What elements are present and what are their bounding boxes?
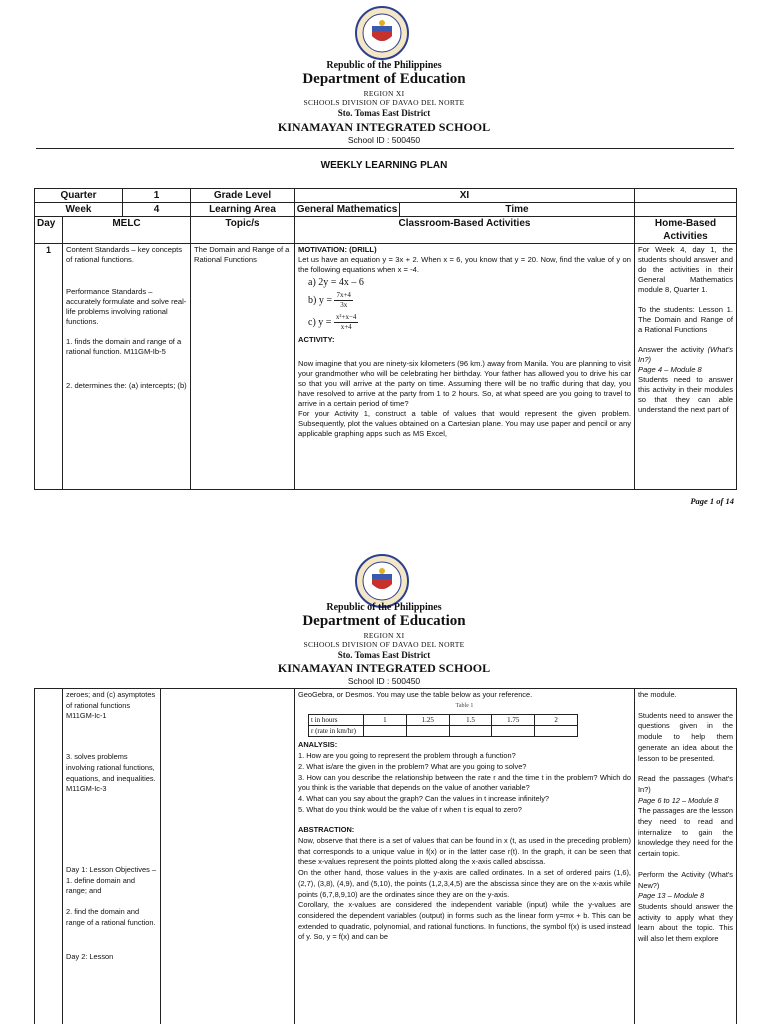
week-value-cell: 4 xyxy=(123,203,191,217)
home-item-5: Perform the Activity (What's New?) xyxy=(638,869,733,890)
document-page-2 xyxy=(0,548,768,1024)
col-melc: MELC xyxy=(63,217,191,244)
header-department-2: Department of Education xyxy=(302,613,466,629)
header-school-id: School ID : 500450 xyxy=(347,135,421,145)
melc-content-standards: Content Standards – key concepts of rational functions. xyxy=(66,245,183,264)
motivation-text: Let us have an equation y = 3x + 2. When x = 6, you know that y = 20. Now, find the value of y on the following equations when x = -4. xyxy=(298,255,631,274)
header-division: SCHOOLS DIVISION OF DAVAO DEL NORTE xyxy=(303,98,465,107)
analysis-q3: 3. How can you describe the relationship between the rate r and the time t in the problem? Which do you think is the variable that depends on the value of another variable? xyxy=(298,772,631,793)
header-school-id-2: School ID : 500450 xyxy=(347,676,421,686)
activity-paragraph-2: For your Activity 1, construct a table of values that would represent the given problem. Subsequently, plot the values obtained on a Cartesian plane. You may use paper and pencil or any applicable graphing apps such as MS Excel, xyxy=(298,409,631,438)
home-module-page: Page 4 – Module 8 xyxy=(638,365,702,374)
abstraction-paragraph-2: On the other hand, those values in the y-axis are called ordinates. In a set of ordered pairs (1,6), (2,7), (3,8), (4,9), and (5,10), the points (1,2,3,4,5) are the abscissa since they are on the x-axis while points (6,7,8,9,10) are the ordinates since they are on the y-axis. xyxy=(298,868,631,899)
grade-label-cell: Grade Level xyxy=(191,189,295,203)
deped-seal-icon-2 xyxy=(355,554,409,608)
analysis-heading: ANALYSIS: xyxy=(298,740,338,750)
home-item-0: the module. xyxy=(638,690,677,699)
motivation-heading: MOTIVATION: (DRILL) xyxy=(298,245,377,254)
home-item-2: Read the passages (What's In?) xyxy=(638,774,733,794)
analysis-q2: 2. What is/are the given in the problem? What are you going to solve? xyxy=(298,761,527,771)
page-number-1: Page 1 of 14 xyxy=(690,496,734,506)
document-title: WEEKLY LEARNING PLAN xyxy=(320,160,448,171)
topic-cell: The Domain and Range of a Rational Functions xyxy=(191,244,295,490)
analysis-q5: 5. What do you think would be the value of r when t is equal to zero? xyxy=(298,804,522,814)
home-item-4: The passages are the lesson they need to read and internalize to gain the knowledge they need for the certain topic. xyxy=(638,806,733,859)
header-divider xyxy=(36,148,734,149)
section-value-cell xyxy=(635,189,737,203)
learning-plan-grid-continued xyxy=(34,688,737,1024)
melc-competency-2: 2. determines the: (a) intercepts; (b) xyxy=(66,381,187,390)
equation-a: a) 2y = 4x – 6 xyxy=(308,277,364,288)
activity-paragraph-1: Now imagine that you are ninety-six kilometers (96 km.) away from Manila. You are planning to visit your grandmother who will be celebrating her birthday. Your father has allowed you to drive his car so that you will arrive at the party on time. Assuming there will be no traffic during that day, you have resolved to arrive at the party from 1 to 2 hours. So, at what speed are you going to travel to arrive in a certain period of time? xyxy=(298,359,632,408)
home-paragraph-3: Answer the activity (What's In?) xyxy=(638,345,733,364)
header-region: REGION XI xyxy=(363,89,405,98)
home-paragraph-5: Students need to answer this activity in their modules so that they can able understand the next part of xyxy=(638,375,733,414)
area-value-cell xyxy=(295,203,635,217)
grade-value-cell: XI xyxy=(295,189,635,203)
melc-competency-3: 3. solves problems involving rational functions, equations, and inequalities. M11GM-Ic-3 xyxy=(66,752,156,794)
home-cell xyxy=(635,244,737,490)
abstraction-heading: ABSTRACTION: xyxy=(298,825,355,835)
quarter-value-cell: 1 xyxy=(123,189,191,203)
continued-text: GeoGebra, or Desmos. You may use the table below as your reference. xyxy=(298,690,533,699)
week-label-cell: Week xyxy=(35,203,123,217)
table-caption: Table 1 xyxy=(455,702,474,709)
header-department: Department of Education xyxy=(302,71,466,87)
activity-heading: ACTIVITY: xyxy=(298,335,335,344)
melc-cell xyxy=(63,244,191,490)
home-item-7: Students should answer the activity to apply what they learn about the topic. This will also let them explore xyxy=(638,901,733,944)
home-paragraph-1: For Week 4, day 1, the students should answer and do the activities in their General Mathematics module 8, Quarter 1. xyxy=(638,245,733,294)
time-value-cell xyxy=(635,203,737,217)
home-item-1: Students need to answer the questions given in the module to help them generate an idea about the lesson to be presented. xyxy=(638,710,733,763)
equation-b: b) y = $\frac{7x+4}{3x}$ xyxy=(308,291,351,309)
home-paragraph-2: To the students: Lesson 1. The Domain and Range of a Rational Functions xyxy=(638,305,733,334)
topic-cell-continued xyxy=(161,689,295,1024)
analysis-q1: 1. How are you going to represent the problem through a function? xyxy=(298,751,516,761)
deped-seal-icon xyxy=(355,6,409,60)
abstraction-paragraph-1: Now, observe that there is a set of values that can be found in x (t, as used in the preceding problem) that corresponds to a unique value in f(x) or in the latter case r(t). In the graph, it can be seen that these x-values represent the points plotted along the x-axis called abscissa. xyxy=(298,836,631,867)
area-label-cell: Learning Area xyxy=(191,203,295,217)
day-cell-continued xyxy=(35,689,63,1024)
melc-competency-1: 1. finds the domain and range of a rational function. M11GM-Ib-5 xyxy=(66,337,182,356)
melc-day1-objectives: Day 1: Lesson Objectives – 1. define domain and range; and xyxy=(66,864,156,896)
col-classroom: Classroom-Based Activities xyxy=(295,217,635,244)
quarter-label-cell: Quarter xyxy=(35,189,123,203)
melc-day2: Day 2: Lesson xyxy=(66,952,114,962)
classroom-cell xyxy=(295,244,635,490)
rate-table-row-time: t in hours 1 1.25 1.5 1.75 2 xyxy=(309,715,578,726)
home-item-6: Page 13 – Module 8 xyxy=(638,891,705,901)
abstraction-paragraph-3: Corollary, the x-values are considered the independent variable (input) while the y-values are considered the dependent variables (output) in forms such as the linear form y=mx + b. This can be extended to quadratic, polynomial, and rational functions. In functions, the symbol f(x) is used instead of y. So, y = f(x) and can be xyxy=(298,900,631,942)
melc-cell-continued xyxy=(63,689,161,1024)
classroom-cell-continued xyxy=(295,689,635,1024)
home-item-3: Page 6 to 12 – Module 8 xyxy=(638,795,719,805)
day-number: 1 xyxy=(35,244,63,490)
col-day: Day xyxy=(35,217,63,244)
col-home: Home-Based Activities xyxy=(635,217,737,244)
header-school: KINAMAYAN INTEGRATED SCHOOL xyxy=(277,120,491,134)
header-republic-2: Republic of the Philippines xyxy=(326,602,442,613)
melc-competency-2-cont: zeroes; and (c) asymptotes of rational functions M11GM-Ic-1 xyxy=(66,690,156,721)
col-topic: Topic/s xyxy=(191,217,295,244)
melc-day1-objective-2: 2. find the domain and range of a rational function. xyxy=(66,907,156,927)
learning-plan-grid xyxy=(34,188,737,490)
header-republic: Republic of the Philippines xyxy=(326,60,442,71)
header-district-2: Sto. Tomas East District xyxy=(337,650,431,660)
melc-performance-standards: Performance Standards – accurately formulate and solve real-life problems involving rational functions. xyxy=(66,287,187,326)
equation-c: c) y = $\frac{\text{x²+x−4}}{x+4}$ xyxy=(308,313,357,331)
header-district: Sto. Tomas East District xyxy=(337,108,431,118)
rate-table-row-rate: r (rate in km/hr) xyxy=(309,726,578,737)
header-school-2: KINAMAYAN INTEGRATED SCHOOL xyxy=(277,661,491,675)
home-cell-continued xyxy=(635,689,737,1024)
header-region-2: REGION XI xyxy=(363,631,405,640)
area-value: General Mathematics xyxy=(295,203,400,216)
time-label: Time xyxy=(505,204,529,215)
rate-time-table xyxy=(308,714,578,737)
header-division-2: SCHOOLS DIVISION OF DAVAO DEL NORTE xyxy=(303,640,465,649)
analysis-q4: 4. What can you say about the graph? Can the values in t increase infinitely? xyxy=(298,793,550,803)
